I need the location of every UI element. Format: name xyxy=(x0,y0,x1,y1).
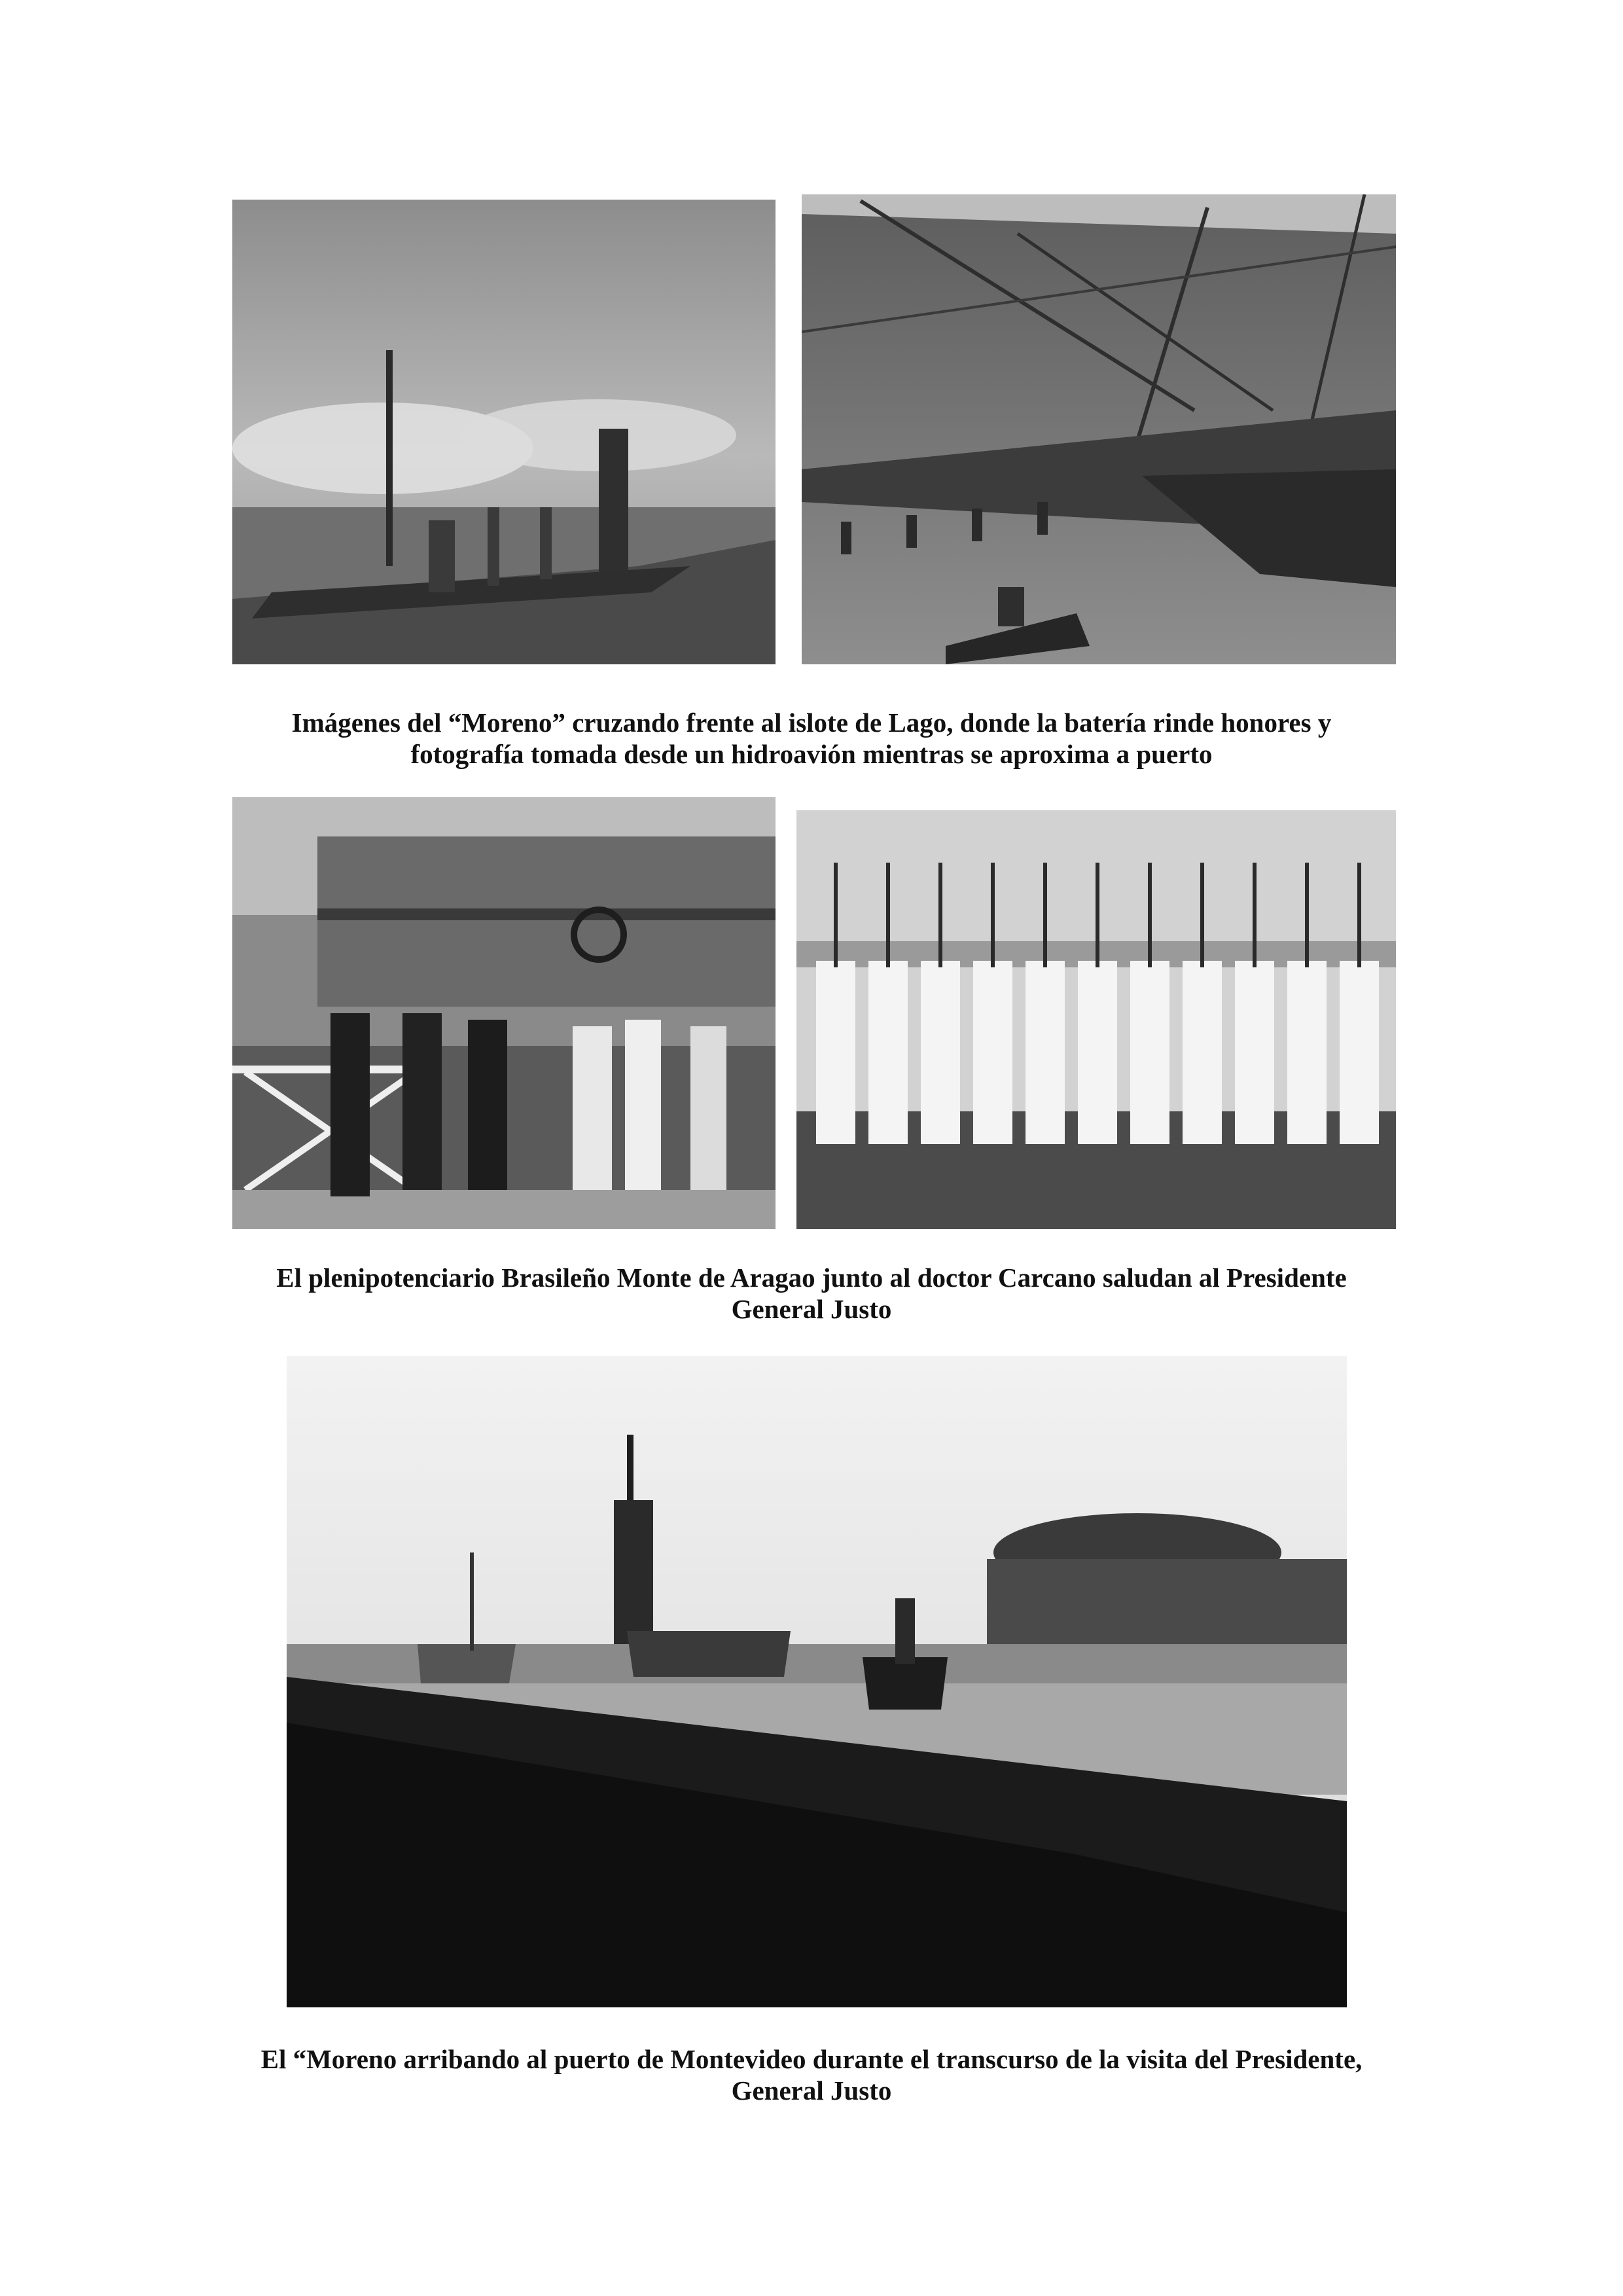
caption-line: El “Moreno arribando al puerto de Montevideo durante el transcurso de la visita del Presidente, xyxy=(260,2044,1363,2074)
caption-line: General Justo xyxy=(731,2075,892,2106)
caption-plenipotenciario xyxy=(157,1262,1466,1325)
caption-moreno-montevideo xyxy=(157,2043,1466,2106)
caption-line: Imágenes del “Moreno” cruzando frente al islote de Lago, donde la batería rinde honores y xyxy=(291,708,1332,738)
photo-seaplane-view xyxy=(802,194,1396,664)
photo-officials-greeting xyxy=(232,797,776,1229)
caption-line: fotografía tomada desde un hidroavión mientras se aproxima a puerto xyxy=(410,739,1213,769)
photo-marching-sailors xyxy=(796,810,1396,1229)
caption-line: El plenipotenciario Brasileño Monte de Aragao junto al doctor Carcano saludan al Presidente xyxy=(276,1263,1347,1293)
photo-battleship-salute xyxy=(232,200,776,664)
caption-moreno-islote xyxy=(157,707,1466,770)
caption-line: General Justo xyxy=(731,1294,892,1324)
photo-montevideo-arrival xyxy=(287,1356,1347,2007)
